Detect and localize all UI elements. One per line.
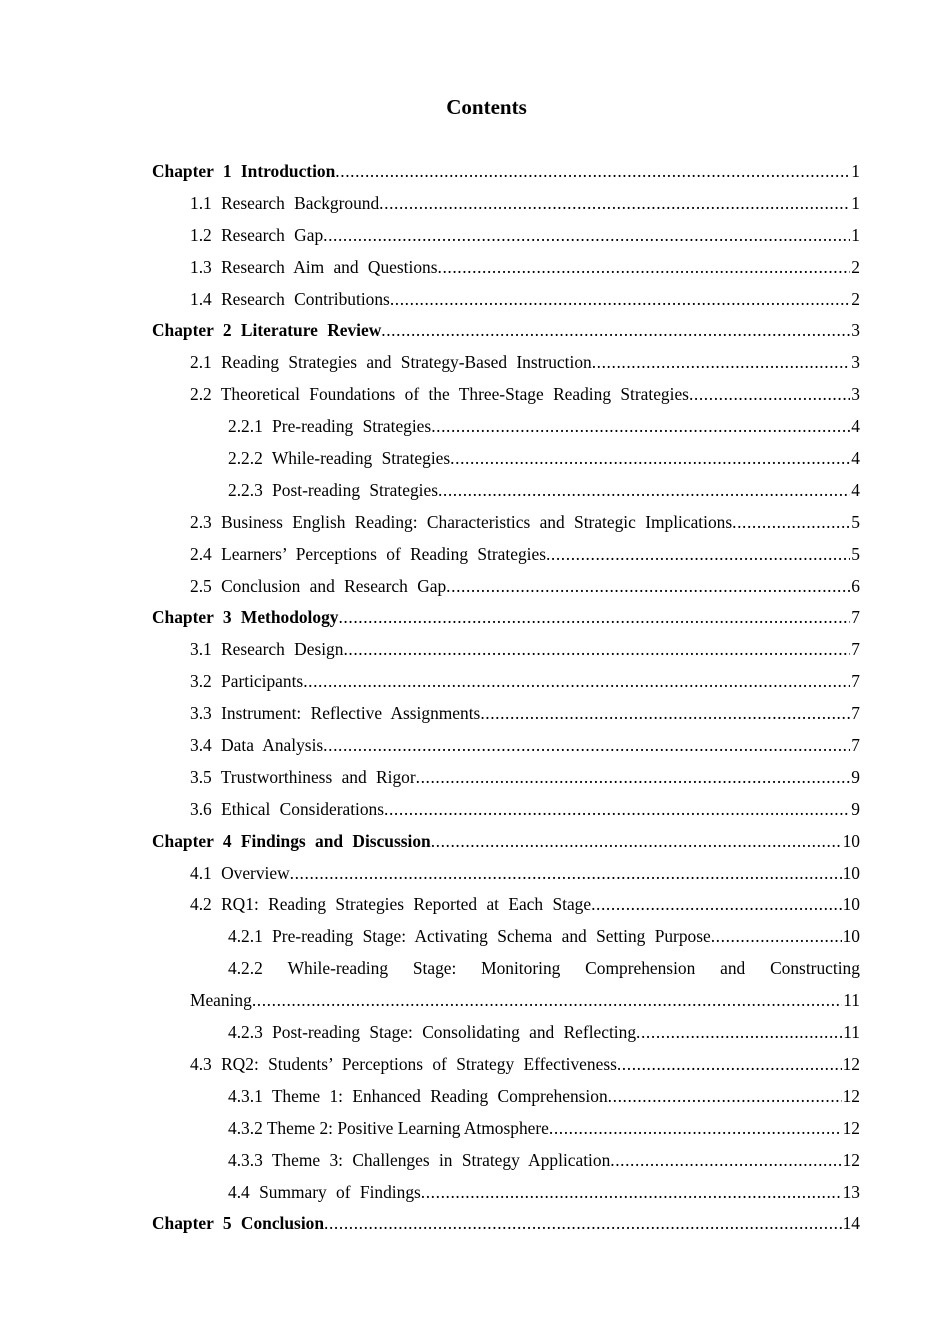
toc-page-number: 1 bbox=[851, 161, 860, 181]
toc-page-number: 11 bbox=[843, 990, 860, 1011]
toc-entry-label: 2.4 Learners’ Perceptions of Reading Strategies bbox=[190, 543, 546, 564]
toc-entry-word: Stage: bbox=[412, 958, 457, 979]
dot-leader bbox=[421, 1177, 842, 1209]
toc-page-number: 1 bbox=[851, 192, 860, 213]
toc-page-number: 9 bbox=[851, 766, 860, 787]
toc-page-number: 5 bbox=[851, 543, 860, 564]
dot-leader bbox=[732, 507, 850, 539]
toc-entry-label: 2.2.3 Post-reading Strategies bbox=[228, 479, 438, 500]
toc-entry-label: Chapter 2 Literature Review bbox=[152, 320, 382, 341]
page-title: Contents bbox=[446, 95, 527, 119]
toc-entry[interactable] bbox=[152, 826, 860, 858]
toc-page-number: 4 bbox=[851, 416, 860, 437]
toc-entry-label: 4.1 Overview bbox=[190, 862, 290, 883]
toc-entry[interactable] bbox=[152, 889, 860, 921]
toc-entry-label: 2.3 Business English Reading: Characteristics and Strategic Implications bbox=[190, 511, 733, 532]
toc-entry[interactable] bbox=[152, 475, 860, 507]
toc-entry[interactable] bbox=[152, 507, 860, 539]
toc-entry-word: Constructing bbox=[770, 958, 860, 979]
toc-entry[interactable] bbox=[152, 1145, 860, 1177]
toc-entry[interactable] bbox=[152, 252, 860, 284]
toc-entry[interactable] bbox=[152, 1177, 860, 1209]
toc-entry[interactable] bbox=[152, 666, 860, 698]
dot-leader bbox=[379, 188, 850, 220]
toc-entry[interactable] bbox=[152, 858, 860, 890]
toc-entry[interactable] bbox=[152, 762, 860, 794]
toc-entry-label: 4.3.1 Theme 1: Enhanced Reading Comprehension bbox=[228, 1085, 608, 1106]
toc-page-number: 4 bbox=[851, 448, 860, 469]
toc-page-number: 2 bbox=[851, 288, 860, 309]
toc-entry-label: 4.4 Summary of Findings bbox=[228, 1181, 421, 1202]
toc-page-number: 3 bbox=[851, 352, 860, 373]
toc-entry-label: 4.3.3 Theme 3: Challenges in Strategy Application bbox=[228, 1149, 611, 1170]
toc-entry-label: Chapter 5 Conclusion bbox=[152, 1213, 325, 1234]
toc-entry[interactable] bbox=[152, 539, 860, 571]
toc-entry-word: 4.2.2 bbox=[228, 958, 263, 979]
dot-leader bbox=[549, 1113, 842, 1145]
toc-entry[interactable] bbox=[152, 634, 860, 666]
toc-entry-label: 2.1 Reading Strategies and Strategy-Based Instruction bbox=[190, 352, 592, 373]
toc-entry[interactable] bbox=[152, 921, 860, 953]
dot-leader bbox=[546, 539, 850, 571]
toc-page-number: 7 bbox=[851, 703, 860, 724]
toc-entry[interactable] bbox=[152, 794, 860, 826]
dot-leader bbox=[252, 985, 842, 1017]
toc-entry-label: 3.5 Trustworthiness and Rigor bbox=[190, 766, 416, 787]
toc-entry-label: 3.3 Instrument: Reflective Assignments bbox=[190, 703, 481, 724]
dot-leader bbox=[335, 156, 850, 188]
toc-entry-label: 2.5 Conclusion and Research Gap bbox=[190, 575, 447, 596]
toc-entry-label: 2.2.1 Pre-reading Strategies bbox=[228, 416, 432, 437]
dot-leader bbox=[343, 634, 850, 666]
toc-entry-label: Meaning bbox=[190, 990, 252, 1011]
dot-leader bbox=[290, 858, 842, 890]
toc-entry[interactable] bbox=[152, 1081, 860, 1113]
toc-entry-wrapped-continuation[interactable] bbox=[152, 985, 860, 1017]
dot-leader bbox=[381, 315, 850, 347]
toc-entry[interactable] bbox=[152, 1113, 860, 1145]
dot-leader bbox=[438, 475, 850, 507]
dot-leader bbox=[636, 1017, 842, 1049]
dot-leader bbox=[384, 794, 850, 826]
toc-page-number: 12 bbox=[842, 1085, 860, 1106]
toc-entry[interactable] bbox=[152, 443, 860, 475]
toc-entry[interactable] bbox=[152, 347, 860, 379]
dot-leader bbox=[416, 762, 851, 794]
toc-entry-label: Chapter 1 Introduction bbox=[152, 161, 336, 181]
toc-entry-word: Monitoring bbox=[481, 958, 561, 979]
dot-leader bbox=[689, 379, 850, 411]
toc-entry-label: 3.2 Participants bbox=[190, 671, 304, 692]
toc-entry[interactable] bbox=[152, 730, 860, 762]
toc-page-number: 7 bbox=[851, 735, 860, 756]
toc-page-number: 14 bbox=[842, 1213, 860, 1234]
toc-page-number: 6 bbox=[851, 575, 860, 596]
dot-leader bbox=[431, 826, 842, 858]
dot-leader bbox=[323, 730, 850, 762]
dot-leader bbox=[431, 411, 850, 443]
toc-page-number: 4 bbox=[851, 479, 860, 500]
toc-page-number: 2 bbox=[851, 256, 860, 277]
toc-entry[interactable] bbox=[152, 698, 860, 730]
toc-entry-label: 4.2 RQ1: Reading Strategies Reported at Each Stage bbox=[190, 894, 592, 915]
table-of-contents bbox=[152, 156, 860, 1240]
dot-leader bbox=[303, 666, 850, 698]
toc-entry[interactable] bbox=[152, 379, 860, 411]
toc-entry-label: Chapter 4 Findings and Discussion bbox=[152, 830, 431, 851]
dot-leader bbox=[592, 347, 851, 379]
dot-leader bbox=[338, 602, 850, 634]
toc-entry-label: 2.2 Theoretical Foundations of the Three-Stage Reading Strategies bbox=[190, 384, 689, 405]
toc-entry-label: 1.4 Research Contributions bbox=[190, 288, 390, 309]
toc-entry[interactable] bbox=[152, 315, 860, 347]
dot-leader bbox=[608, 1081, 842, 1113]
toc-page-number: 9 bbox=[851, 798, 860, 819]
toc-page-number: 7 bbox=[851, 671, 860, 692]
toc-page-number: 10 bbox=[842, 830, 860, 851]
toc-entry[interactable] bbox=[152, 1208, 860, 1240]
toc-entry-label: 1.3 Research Aim and Questions bbox=[190, 256, 438, 277]
dot-leader bbox=[390, 284, 850, 316]
toc-entry[interactable] bbox=[152, 284, 860, 316]
toc-page-number: 7 bbox=[851, 639, 860, 660]
toc-page-number: 7 bbox=[851, 607, 860, 628]
toc-page-number: 10 bbox=[842, 926, 860, 947]
toc-page-number: 10 bbox=[842, 894, 860, 915]
toc-entry[interactable] bbox=[152, 571, 860, 603]
toc-entry[interactable] bbox=[152, 220, 860, 252]
toc-entry-label: 4.2.3 Post-reading Stage: Consolidating and Reflecting bbox=[228, 1022, 637, 1043]
toc-entry-label: Chapter 3 Methodology bbox=[152, 607, 339, 628]
toc-entry-label: 4.3 RQ2: Students’ Perceptions of Strategy Effectiveness bbox=[190, 1053, 617, 1074]
toc-entry-wrapped-line[interactable] bbox=[152, 953, 860, 985]
toc-entry-label: 3.1 Research Design bbox=[190, 639, 344, 660]
toc-entry-label: 4.2.1 Pre-reading Stage: Activating Schema and Setting Purpose bbox=[228, 926, 711, 947]
toc-entry[interactable] bbox=[152, 411, 860, 443]
toc-entry-word: Comprehension bbox=[585, 958, 696, 979]
dot-leader bbox=[480, 698, 850, 730]
toc-entry-label: 2.2.2 While-reading Strategies bbox=[228, 448, 451, 469]
dot-leader bbox=[324, 1208, 842, 1240]
dot-leader bbox=[446, 571, 850, 603]
toc-entry-label: 4.3.2 Theme 2: Positive Learning Atmosphere bbox=[228, 1117, 549, 1138]
toc-entry[interactable] bbox=[152, 1017, 860, 1049]
toc-entry-label: 1.1 Research Background bbox=[190, 192, 380, 213]
dot-leader bbox=[450, 443, 850, 475]
dot-leader bbox=[591, 889, 842, 921]
toc-entry-word: While-reading bbox=[287, 958, 389, 979]
toc-entry-label: 1.2 Research Gap bbox=[190, 224, 324, 245]
dot-leader bbox=[617, 1049, 842, 1081]
toc-entry[interactable] bbox=[152, 602, 860, 634]
toc-entry[interactable] bbox=[152, 156, 860, 188]
toc-page-number: 11 bbox=[843, 1022, 860, 1043]
toc-entry[interactable] bbox=[152, 188, 860, 220]
toc-page-number: 1 bbox=[851, 224, 860, 245]
toc-page-number: 3 bbox=[851, 384, 860, 405]
toc-page-number: 3 bbox=[851, 320, 860, 341]
toc-entry-label: 3.6 Ethical Considerations bbox=[190, 798, 385, 819]
toc-page-number: 5 bbox=[851, 511, 860, 532]
toc-entry-label: 3.4 Data Analysis bbox=[190, 735, 324, 756]
toc-page-number: 10 bbox=[842, 862, 860, 883]
toc-entry-word: and bbox=[720, 958, 746, 979]
dot-leader bbox=[323, 220, 850, 252]
dot-leader bbox=[610, 1145, 841, 1177]
toc-entry[interactable] bbox=[152, 1049, 860, 1081]
toc-page-number: 13 bbox=[842, 1181, 860, 1202]
toc-page-number: 12 bbox=[842, 1053, 860, 1074]
dot-leader bbox=[711, 921, 842, 953]
toc-page-number: 12 bbox=[842, 1117, 860, 1138]
toc-page-number: 12 bbox=[842, 1149, 860, 1170]
dot-leader bbox=[438, 252, 851, 284]
